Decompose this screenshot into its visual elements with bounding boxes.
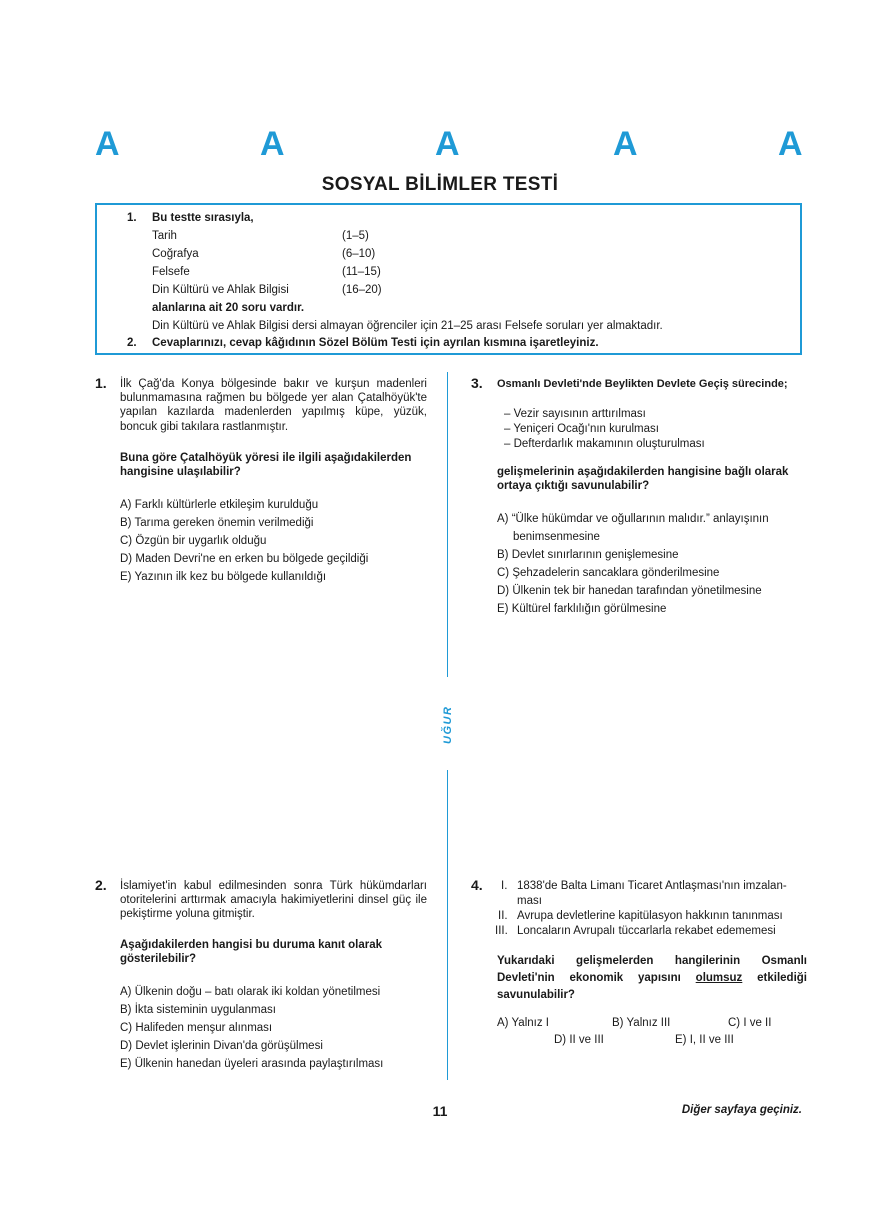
instruction-intro: Bu testte sırasıyla, <box>152 212 254 224</box>
page-title: SOSYAL BİLİMLER TESTİ <box>321 174 559 195</box>
answer-option[interactable]: B) Yalnız III <box>612 1017 671 1029</box>
instruction-note: Din Kültürü ve Ahlak Bilgisi dersi almayan öğrenciler için 21–25 arası Felsefe soruları yer almaktadır. <box>152 320 663 332</box>
roman-numeral: II. <box>498 910 508 922</box>
answer-option[interactable]: E) Kültürel farklılığın görülmesine <box>497 603 667 615</box>
answer-option[interactable]: D) Maden Devri'ne en erken bu bölgede geçildiği <box>120 553 369 565</box>
answer-option[interactable]: C) Şehzadelerin sancaklara gönderilmesine <box>497 567 720 579</box>
subject-range: (6–10) <box>342 248 376 260</box>
answer-option[interactable]: C) Halifeden menşur alınması <box>120 1022 273 1034</box>
list-item: – Vezir sayısının arttırılması <box>504 408 646 420</box>
booklet-letter: A <box>260 125 285 163</box>
subject-name: Tarih <box>152 230 177 242</box>
question-number: 2. <box>95 877 107 893</box>
answer-option[interactable]: A) Ülkenin doğu – batı olarak iki koldan yönetilmesi <box>120 986 381 998</box>
question-prompt: Aşağıdakilerden hangisi bu duruma kanıt olarak gösterilebilir? <box>120 939 383 966</box>
booklet-letter: A <box>778 125 803 163</box>
instruction-answer-sheet: Cevaplarınızı, cevap kâğıdının Sözel Bölüm Testi için ayrılan kısmına işaretleyiniz. <box>152 337 599 349</box>
instruction-outro: alanlarına ait 20 soru vardır. <box>152 302 305 314</box>
statement-text-continued: ması <box>517 895 542 907</box>
list-item: – Yeniçeri Ocağı'nın kurulması <box>504 423 659 435</box>
booklet-letter: A <box>95 125 120 163</box>
question-number: 1. <box>95 375 107 391</box>
statement-text: Avrupa devletlerine kapitülasyon hakkının tanınması <box>517 910 783 922</box>
roman-numeral: I. <box>501 880 508 892</box>
question-stem: İlk Çağ'da Konya bölgesinde bakır ve kurşun madenleri bulunmamasına rağmen bu bölgede yer alan Çatalhöyük'te yapılan kazılarda madenlerden yapılmış küpe, yüzük, boncuk gibi takılara rastlanmıştır. <box>120 378 427 433</box>
question-stem: İslamiyet'in kabul edilmesinden sonra Türk hükümdarları otoritelerini arttırmak amacıyla hakimiyetlerini dinsel güç ile pekiştirme yoluna gitmiştir. <box>120 880 427 921</box>
subject-range: (11–15) <box>342 266 381 278</box>
question-number: 4. <box>471 877 483 893</box>
question-prompt: Buna göre Çatalhöyük yöresi ile ilgili aşağıdakilerden hangisine ulaşılabilir? <box>120 452 412 479</box>
emphasis-word: olumsuz <box>695 972 743 984</box>
answer-option[interactable]: A) Farklı kültürlerle etkileşim kurulduğu <box>120 499 319 511</box>
answer-option[interactable]: D) Ülkenin tek bir hanedan tarafından yönetilmesine <box>497 585 762 597</box>
instructions-box <box>95 203 802 355</box>
subject-range: (16–20) <box>342 284 382 296</box>
answer-option[interactable]: D) II ve III <box>554 1034 604 1046</box>
instruction-number: 1. <box>127 212 137 224</box>
column-divider <box>447 372 448 677</box>
answer-option[interactable]: D) Devlet işlerinin Divan'da görüşülmesi <box>120 1040 323 1052</box>
answer-option[interactable]: C) I ve II <box>728 1017 772 1029</box>
subject-name: Felsefe <box>152 266 190 278</box>
subject-name: Din Kültürü ve Ahlak Bilgisi <box>152 284 289 296</box>
side-label <box>440 700 454 744</box>
question-prompt-end: etkilediği savunulabilir? <box>497 972 807 1001</box>
answer-option[interactable]: E) Yazının ilk kez bu bölgede kullanıldığı <box>120 571 327 583</box>
instruction-number: 2. <box>127 337 137 349</box>
question-number: 3. <box>471 375 483 391</box>
question-prompt: gelişmelerinin aşağıdakilerden hangisine bağlı olarak ortaya çıktığı savunulabilir? <box>497 466 789 493</box>
next-page-note: Diğer sayfaya geçiniz. <box>681 1104 802 1116</box>
answer-option[interactable]: B) İkta sisteminin uygulanması <box>120 1004 276 1016</box>
column-divider <box>447 770 448 1080</box>
answer-option[interactable]: C) Özgün bir uygarlık olduğu <box>120 535 267 547</box>
answer-option-continued: benimsenmesine <box>513 531 600 543</box>
subject-range: (1–5) <box>342 230 369 242</box>
subject-name: Coğrafya <box>152 248 199 260</box>
statement-text: Loncaların Avrupalı tüccarlarla rekabet edememesi <box>517 925 776 937</box>
side-label-svg <box>440 700 454 744</box>
answer-option[interactable]: A) “Ülke hükümdar ve oğullarının malıdır.” anlayışının <box>497 513 769 525</box>
answer-option[interactable]: B) Devlet sınırlarının genişlemesine <box>497 549 679 561</box>
list-item: – Defterdarlık makamının oluşturulması <box>504 438 705 450</box>
roman-numeral: III. <box>495 925 508 937</box>
question-stem: Osmanlı Devleti'nde Beylikten Devlete Geçiş sürecinde; <box>497 378 788 390</box>
question-prompt-start: Yukarıdaki gelişmelerden hangilerinin Osmanlı Devleti'nin ekonomik yapısını <box>497 955 807 984</box>
booklet-letter: A <box>435 125 460 163</box>
side-label-text: UĞUR <box>442 705 454 744</box>
answer-option[interactable]: A) Yalnız I <box>497 1017 549 1029</box>
answer-option[interactable]: E) I, II ve III <box>675 1034 734 1046</box>
question-prompt <box>497 953 807 1004</box>
page-number: 11 <box>432 1103 448 1119</box>
booklet-letter: A <box>613 125 638 163</box>
answer-option[interactable]: E) Ülkenin hanedan üyeleri arasında paylaştırılması <box>120 1058 384 1070</box>
statement-text: 1838'de Balta Limanı Ticaret Antlaşması'nın imzalan- <box>517 880 787 892</box>
answer-option[interactable]: B) Tarıma gereken önemin verilmediği <box>120 517 314 529</box>
